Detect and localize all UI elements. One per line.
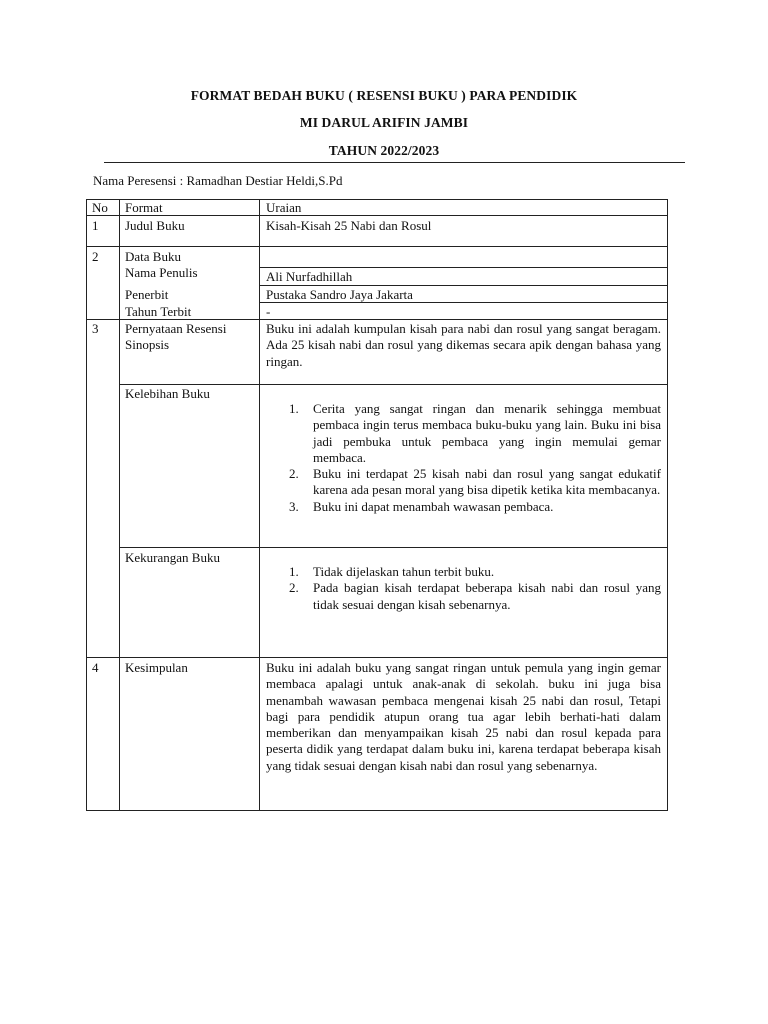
column-divider-no — [119, 199, 120, 810]
school-name: MI DARUL ARIFIN JAMBI — [299, 115, 469, 130]
list-item — [289, 564, 661, 580]
row3-divider — [86, 657, 668, 658]
list-item — [289, 401, 661, 466]
list-text: Pada bagian kisah terdapat beberapa kisah nabi dan rosul yang tidak sesuai dengan kisah sebenarnya. — [313, 580, 661, 612]
header-row-divider — [86, 215, 668, 216]
row1-uraian: Kisah-Kisah 25 Nabi dan Rosul — [266, 218, 432, 233]
row1-divider — [86, 246, 668, 247]
row2-tahun-terbit-label: Tahun Terbit — [125, 304, 192, 319]
list-number: 1. — [289, 564, 299, 579]
table-border-top — [86, 199, 668, 200]
row2-nama-penulis-value: Ali Nurfadhillah — [266, 269, 353, 284]
document-title: FORMAT BEDAH BUKU ( RESENSI BUKU ) PARA PENDIDIK — [190, 88, 578, 103]
list-item — [289, 499, 661, 515]
row3-subline-1 — [119, 384, 668, 385]
list-item — [289, 466, 661, 499]
list-item — [289, 580, 661, 613]
row3-pernyataan-label: Pernyataan Resensi — [125, 321, 227, 336]
header-format: Format — [125, 200, 163, 215]
row4-kesimpulan-label: Kesimpulan — [125, 660, 188, 675]
row3-sinopsis-label: Sinopsis — [125, 337, 170, 352]
row2-subline-1 — [259, 267, 668, 268]
kekurangan-list — [289, 564, 661, 613]
row3-no: 3 — [92, 321, 99, 336]
list-text: Buku ini terdapat 25 kisah nabi dan rosul yang sangat edukatif karena ada pesan moral yang bisa dipetik ketika kita membacanya. — [313, 466, 661, 498]
list-number: 3. — [289, 498, 299, 514]
table-border-right — [667, 199, 668, 810]
list-text: Buku ini dapat menambah wawasan pembaca. — [313, 498, 554, 514]
row2-nama-penulis-label: Nama Penulis — [125, 265, 198, 280]
kelebihan-label: Kelebihan Buku — [125, 386, 210, 401]
list-text: Tidak dijelaskan tahun terbit buku. — [313, 564, 495, 579]
column-divider-format — [259, 199, 260, 810]
row2-tahun-terbit-value: - — [266, 304, 271, 319]
row4-no: 4 — [92, 660, 99, 675]
kelebihan-list — [289, 401, 661, 515]
list-number: 1. — [289, 401, 299, 416]
row3-sinopsis-text: Buku ini adalah kumpulan kisah para nabi dan rosul yang sangat beragam. Ada 25 kisah nabi dan rosul yang dikemas secara apik dengan bahasa yang ringan. — [266, 321, 661, 369]
list-text: Cerita yang sangat ringan dan menarik sehingga membuat pembaca ingin terus membaca buku-buku yang lain. Buku ini bisa jadi pembuka untuk pembaca yang ingin memulai gemar membaca. — [313, 401, 661, 465]
row2-no: 2 — [92, 249, 99, 264]
academic-year: TAHUN 2022/2023 — [328, 143, 440, 158]
row4-kesimpulan-text: Buku ini adalah buku yang sangat ringan untuk pemula yang ingin gemar membaca apalagi untuk anak-anak di sekolah. buku ini juga bisa menambah wawasan pembaca mengenai kisah 25 nabi dan rosul, Tetapi bagi para pendidik atupun orang tua agar lebih berhati-hati dalam memberikan dan menyampaikan kisah 25 nabi dan rosul kepada para peserta didik yang terdapat dalam buku ini, karena terdapat beberapa kisah yang tidak sesuai dengan kisah nabi dan rosul yang sebenarnya. — [266, 660, 661, 773]
row2-data-buku: Data Buku — [125, 249, 181, 264]
table-border-bottom — [86, 810, 668, 811]
header-uraian: Uraian — [266, 200, 302, 215]
list-number: 2. — [289, 466, 299, 482]
table-border-left — [86, 199, 87, 810]
reviewer-name: Nama Peresensi : Ramadhan Destiar Heldi,S.Pd — [93, 173, 343, 188]
header-divider — [104, 162, 685, 163]
list-number: 2. — [289, 580, 299, 596]
row1-format: Judul Buku — [125, 218, 185, 233]
row3-subline-2 — [119, 547, 668, 548]
row2-penerbit-value: Pustaka Sandro Jaya Jakarta — [266, 287, 413, 302]
row2-penerbit-label: Penerbit — [125, 287, 169, 302]
kekurangan-label: Kekurangan Buku — [125, 550, 220, 565]
row1-no: 1 — [92, 218, 99, 233]
header-no: No — [92, 200, 108, 215]
